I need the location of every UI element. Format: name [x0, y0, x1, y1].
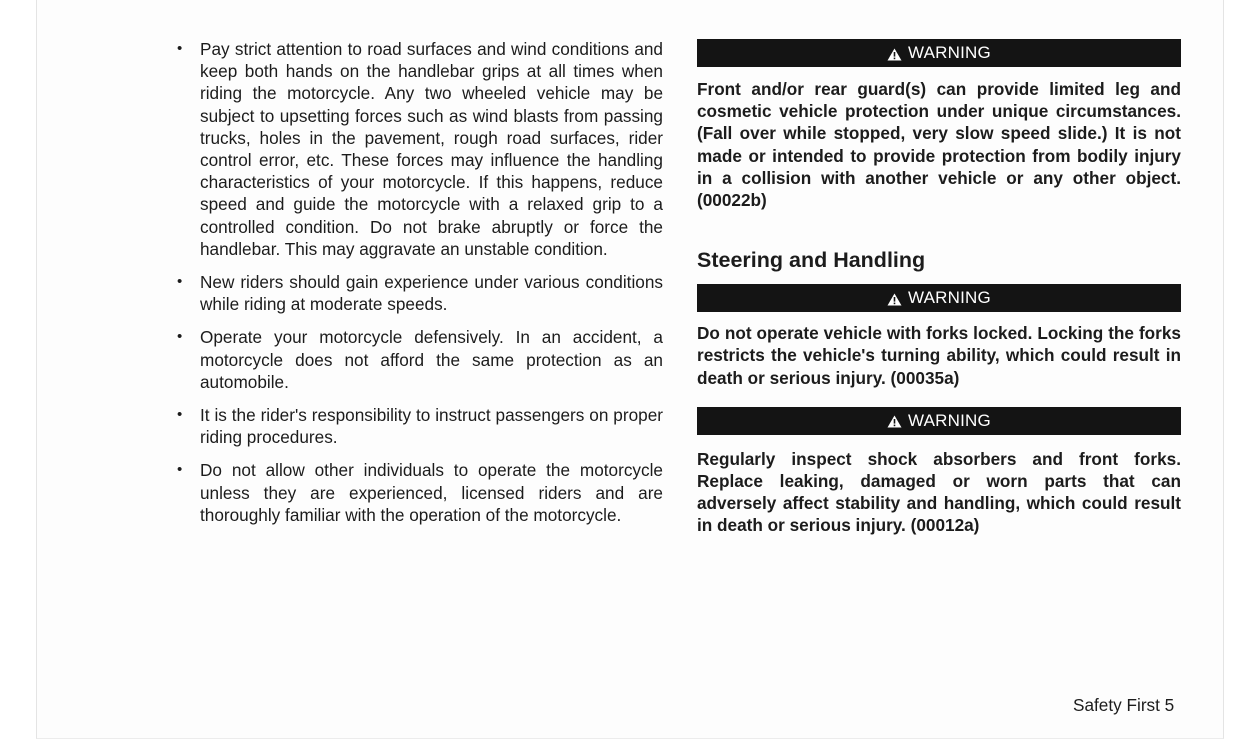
warning-label: WARNING [908, 43, 991, 62]
bullet-icon: • [177, 40, 183, 57]
list-item [175, 271, 663, 315]
bullet-icon: • [177, 461, 183, 479]
warning-text: Front and/or rear guard(s) can provide limited leg and cosmetic vehicle protection under unique circumstances. (Fall over while stopped, very slow speed slide.) It is not made or intended to provide protection from bodily injury in a collision with another vehicle or any other object. (00022b) [697, 79, 1181, 211]
warning-triangle-icon [887, 415, 902, 428]
list-item [175, 326, 663, 393]
warning-banner [697, 407, 1181, 435]
list-item [175, 38, 663, 260]
bullet-icon: • [177, 406, 183, 424]
bullet-text: It is the rider's responsibility to instruct passengers on proper riding procedures. [200, 405, 663, 448]
bullet-text: New riders should gain experience under various conditions while riding at moderate speeds. [200, 272, 663, 315]
warning-block-forks-locked [697, 284, 1181, 389]
warning-triangle-icon [887, 293, 902, 306]
bullet-text: Pay strict attention to road surfaces and wind conditions and keep both hands on the handlebar grips at all times when riding the motorcycle. Any two wheeled vehicle may be subject to upsetting forces such as wind blasts from passing trucks, holes in the pavement, rough road surfaces, rider control error, etc. These forces may influence the handling characteristics of your motorcycle. If this happens, reduce speed and guide the motorcycle with a relaxed grip to a controlled condition. Do not brake abruptly or force the handlebar. This may aggravate an unstable condition. [200, 39, 663, 259]
list-item [175, 404, 663, 448]
manual-page [36, 0, 1224, 739]
warning-text: Regularly inspect shock absorbers and front forks. Replace leaking, damaged or worn parts that can adversely affect stability and handling, which could result in death or serious injury. (00012a) [697, 448, 1181, 536]
bullet-icon: • [177, 273, 183, 291]
bullet-icon: • [177, 328, 183, 346]
warning-text: Do not operate vehicle with forks locked. Locking the forks restricts the vehicle's turning ability, which could result in death or serious injury. (00035a) [697, 323, 1181, 388]
warning-block-shock-absorbers [697, 407, 1181, 537]
bullet-text: Do not allow other individuals to operate the motorcycle unless they are experienced, licensed riders and are thoroughly familiar with the operation of the motorcycle. [200, 460, 663, 525]
warning-block-guards [697, 39, 1181, 211]
right-column [697, 39, 1181, 537]
page-footer-label: Safety First 5 [1073, 695, 1175, 715]
warning-label: WARNING [908, 410, 991, 430]
warning-banner [697, 39, 1181, 67]
safety-bullet-list [175, 38, 663, 526]
warning-banner [697, 284, 1181, 312]
list-item [175, 459, 663, 526]
left-column [175, 38, 663, 537]
warning-triangle-icon [887, 48, 902, 61]
bullet-text: Operate your motorcycle defensively. In an accident, a motorcycle does not afford the same protection as an automobile. [200, 327, 663, 392]
warning-label: WARNING [908, 288, 991, 308]
section-heading: Steering and Handling [697, 248, 926, 273]
